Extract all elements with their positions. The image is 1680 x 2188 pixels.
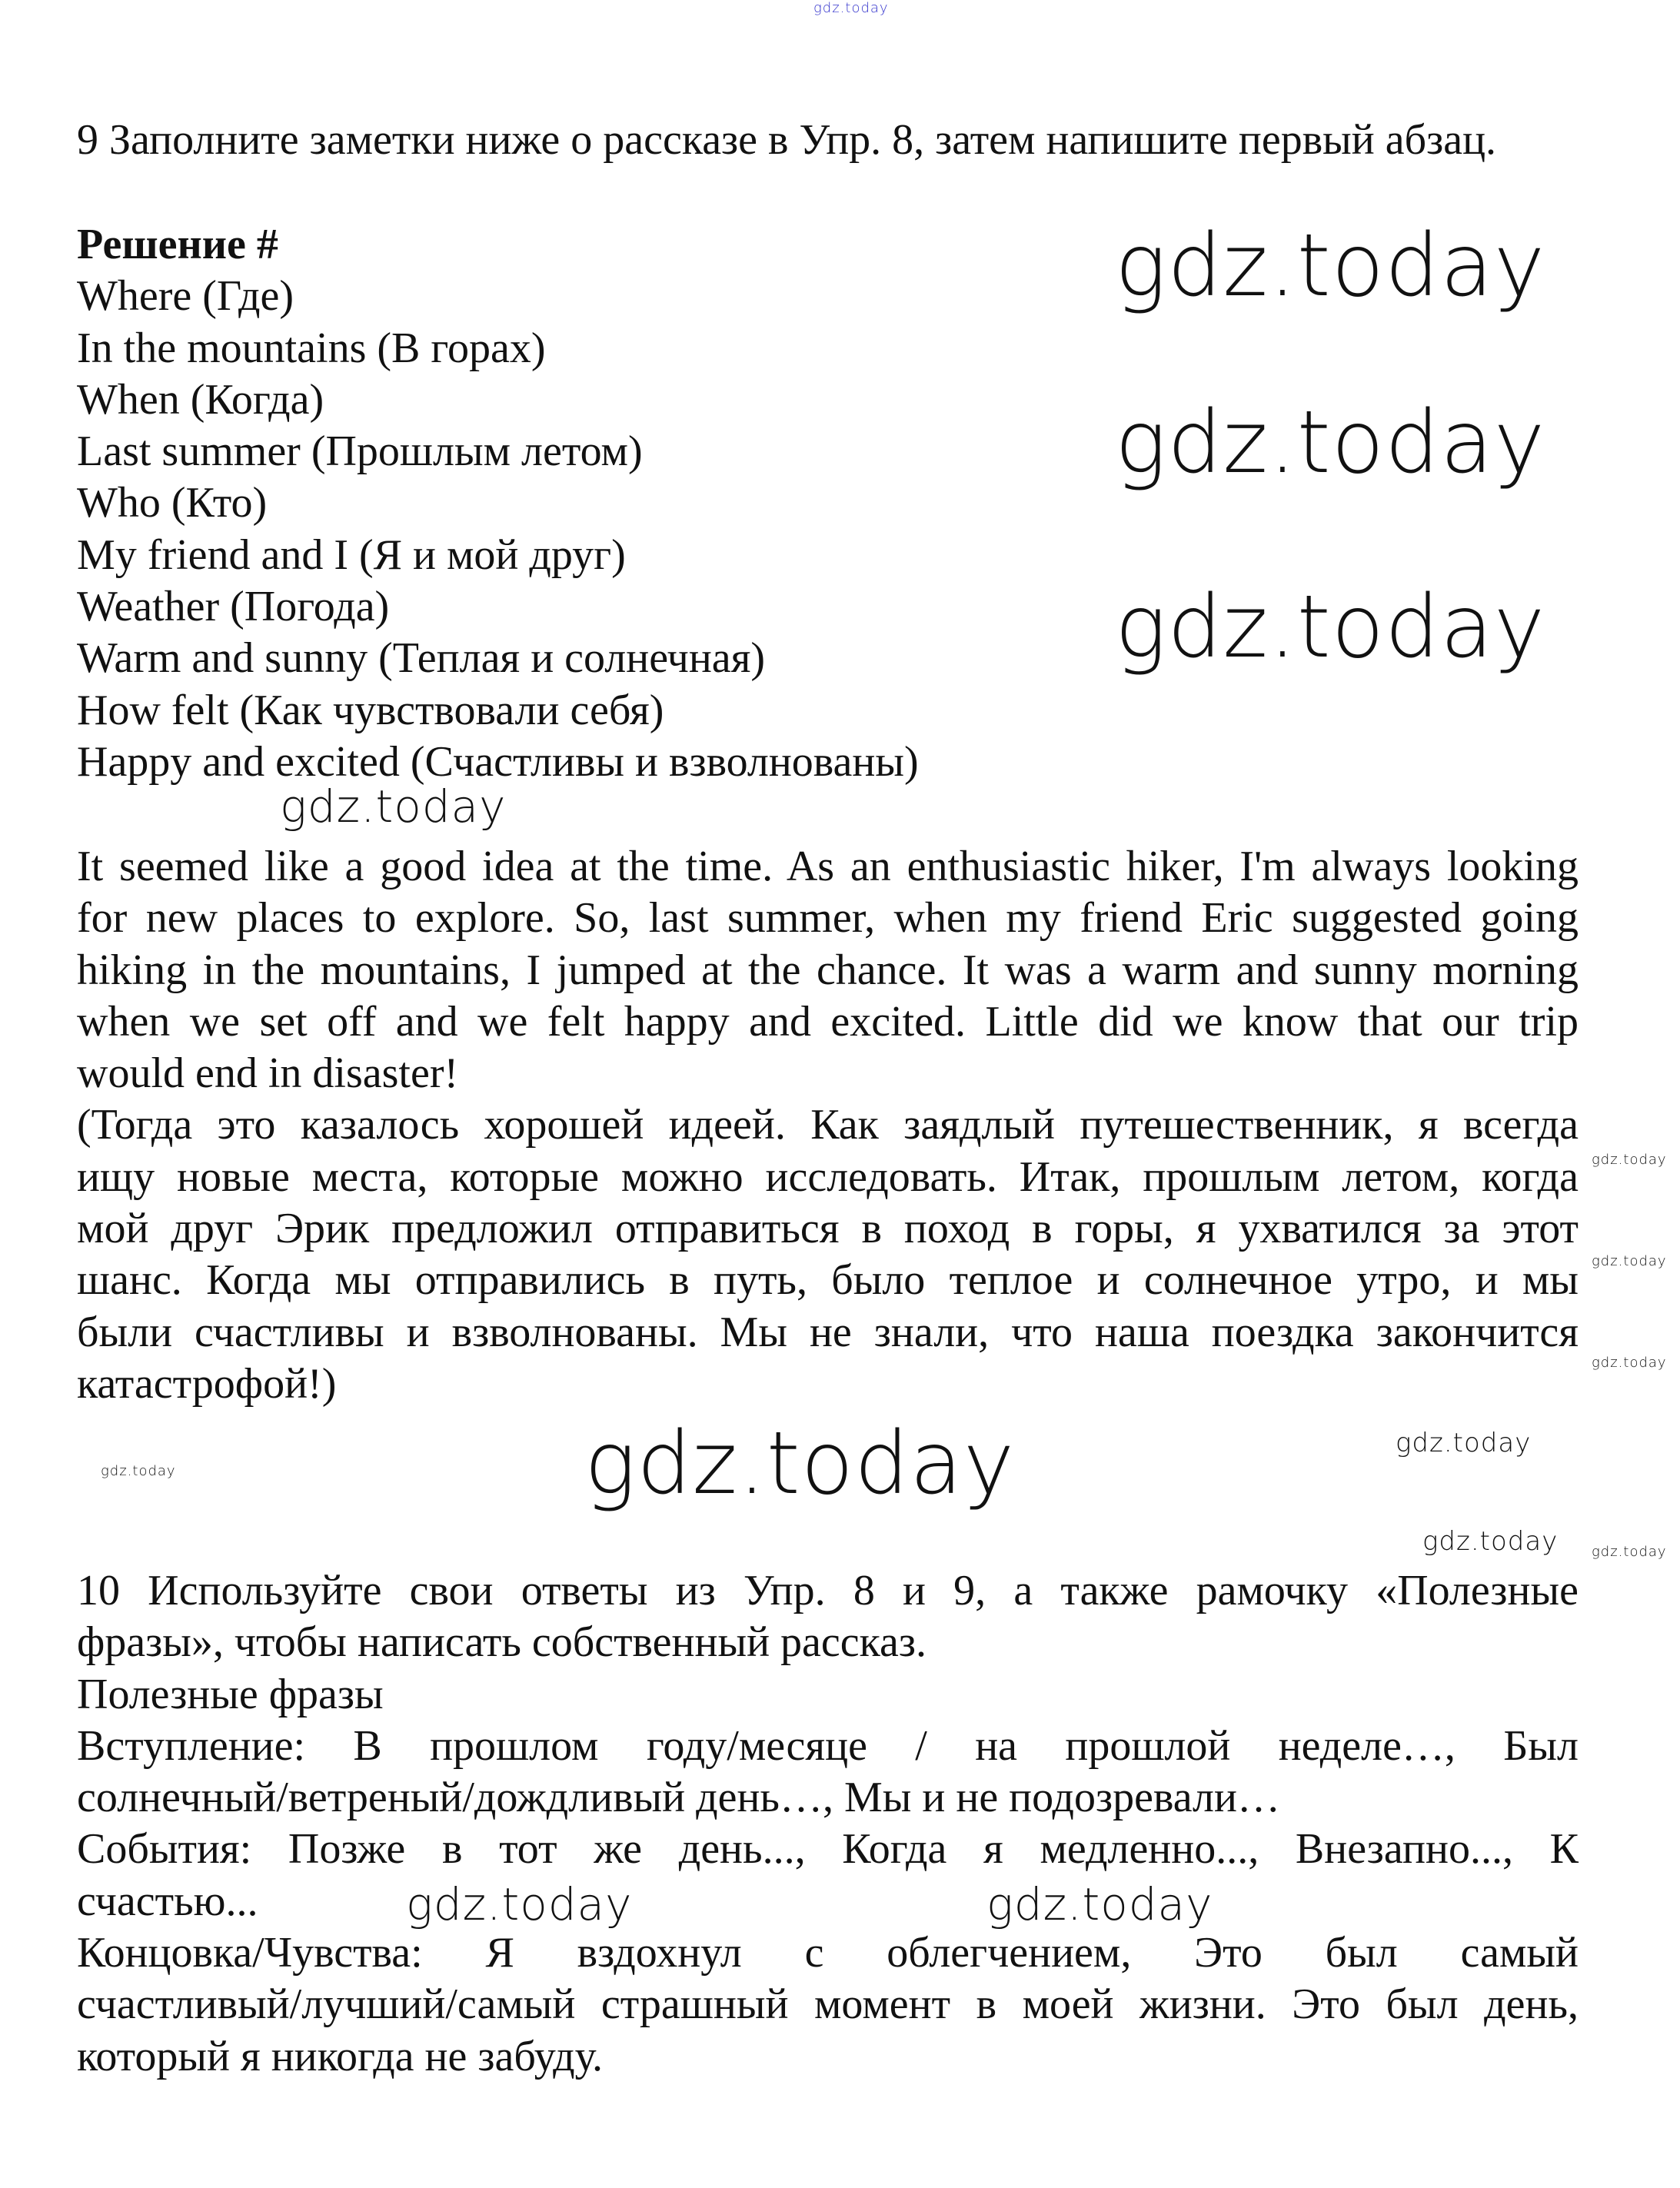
watermark: gdz.today bbox=[1396, 1428, 1532, 1458]
watermark: gdz.today bbox=[1592, 1355, 1667, 1371]
note-line bbox=[77, 323, 1579, 374]
watermark: gdz.today bbox=[1115, 577, 1546, 677]
solution-label: Решение # bbox=[77, 221, 278, 268]
paragraph-line-text: for new places to explore. So, last summer, when my friend Eric suggested going bbox=[77, 894, 1579, 943]
paragraph-line-text: были счастливы и взволнованы. Мы не знали, что наша поездка закончится bbox=[77, 1308, 1579, 1356]
note-line-text: Weather (Погода) bbox=[77, 583, 390, 631]
exercise10-line-text: счастью... bbox=[77, 1877, 258, 1925]
exercise10-line bbox=[77, 1721, 1579, 1772]
paragraph-line bbox=[77, 893, 1579, 944]
watermark: gdz.today bbox=[1422, 1526, 1559, 1557]
watermark: gdz.today bbox=[986, 1878, 1213, 1930]
note-line-text: Last summer (Прошлым летом) bbox=[77, 427, 643, 476]
exercise10-line bbox=[77, 2031, 1579, 2083]
paragraph-line-text: hiking in the mountains, I jumped at the chance. It was a warm and sunny morning bbox=[77, 946, 1579, 994]
exercise10 bbox=[77, 1565, 1579, 2083]
paragraph-line bbox=[77, 1358, 1579, 1410]
exercise10-line bbox=[77, 1927, 1579, 1979]
exercise10-line-text: счастливый/лучший/самый страшный момент в моей жизни. Это был день, bbox=[77, 1980, 1579, 2029]
note-line-text: My friend and I (Я и мой друг) bbox=[77, 530, 626, 579]
paragraph-line-text: ищу новые места, которые можно исследовать. Итак, прошлым летом, когда bbox=[77, 1152, 1579, 1201]
watermark: gdz.today bbox=[1592, 1544, 1667, 1560]
exercise10-line bbox=[77, 1617, 1579, 1668]
watermark-top: gdz.today bbox=[813, 0, 889, 16]
watermark: gdz.today bbox=[1115, 393, 1546, 493]
exercise10-line-text: Вступление: В прошлом году/месяце / на прошлой неделе…, Был bbox=[77, 1721, 1579, 1770]
paragraph-line bbox=[77, 1255, 1579, 1306]
note-line bbox=[77, 685, 1579, 737]
exercise9-heading-line bbox=[77, 115, 1579, 166]
watermark: gdz.today bbox=[406, 1878, 633, 1930]
paragraph-line-text: It seemed like a good idea at the time. As an enthusiastic hiker, I'm always looking bbox=[77, 843, 1579, 890]
paragraph-line bbox=[77, 1048, 1579, 1099]
exercise10-line-text: который я никогда не забуду. bbox=[77, 2032, 604, 2080]
exercise9-heading bbox=[77, 115, 1579, 166]
watermark: gdz.today bbox=[1592, 1152, 1667, 1168]
paragraph-line-text: (Тогда это казалось хорошей идеей. Как заядлый путешественник, я всегда bbox=[77, 1101, 1579, 1149]
watermark: gdz.today bbox=[1115, 216, 1546, 316]
exercise10-line bbox=[77, 1772, 1579, 1824]
watermark: gdz.today bbox=[101, 1463, 176, 1479]
paragraph-line bbox=[77, 945, 1579, 996]
note-line-text: Where (Где) bbox=[77, 272, 294, 321]
exercise9-heading-text: 9 Заполните заметки ниже о рассказе в Упр. 8, затем напишите первый абзац. bbox=[77, 116, 1497, 164]
watermark: gdz.today bbox=[280, 780, 507, 833]
note-line-text: How felt (Как чувствовали себя) bbox=[77, 686, 664, 734]
paragraph-line bbox=[77, 1203, 1579, 1255]
note-line bbox=[77, 530, 1579, 581]
exercise9-paragraph bbox=[77, 841, 1579, 1410]
exercise10-line-text: Концовка/Чувства: Я вздохнул с облегчением, Это был самый bbox=[77, 1929, 1579, 1977]
note-line-text: Warm and sunny (Теплая и солнечная) bbox=[77, 634, 766, 683]
paragraph-line-text: шанс. Когда мы отправились в путь, было теплое и солнечное утро, и мы bbox=[77, 1256, 1579, 1305]
note-line-text: In the mountains (В горах) bbox=[77, 324, 546, 372]
exercise10-line-text: Полезные фразы bbox=[77, 1670, 384, 1718]
exercise10-line bbox=[77, 1876, 1579, 1930]
paragraph-line-text: катастрофой!) bbox=[77, 1359, 337, 1408]
exercise10-line bbox=[77, 1565, 1579, 1617]
paragraph-line bbox=[77, 1099, 1579, 1151]
paragraph-line bbox=[77, 1152, 1579, 1203]
paragraph-line bbox=[77, 1307, 1579, 1358]
exercise10-line-text: События: Позже в тот же день..., Когда я медленно..., Внезапно..., К bbox=[77, 1825, 1579, 1874]
exercise10-line-text: солнечный/ветреный/дождливый день…, Мы и не подозревали… bbox=[77, 1774, 1280, 1822]
paragraph-line-text: when we set off and we felt happy and excited. Little did we know that our trip bbox=[77, 997, 1579, 1046]
exercise10-line bbox=[77, 1824, 1579, 1875]
paragraph-line-text: мой друг Эрик предложил отправиться в поход в горы, я ухватился за этот bbox=[77, 1205, 1579, 1253]
paragraph-line bbox=[77, 996, 1579, 1048]
exercise10-line bbox=[77, 1669, 1579, 1721]
note-line-text: When (Когда) bbox=[77, 375, 324, 424]
paragraph-line-text: would end in disaster! bbox=[77, 1049, 459, 1098]
note-line-text: Happy and excited (Счастливы и взволнованы) bbox=[77, 737, 919, 786]
exercise10-line-text: фразы», чтобы написать собственный рассказ. bbox=[77, 1618, 926, 1667]
exercise10-line bbox=[77, 1979, 1579, 2030]
exercise10-line-text: 10 Используйте свои ответы из Упр. 8 и 9, а также рамочку «Полезные bbox=[77, 1567, 1579, 1614]
note-line-text: Who (Кто) bbox=[77, 479, 268, 527]
watermark: gdz.today bbox=[584, 1414, 1016, 1514]
paragraph-line bbox=[77, 841, 1579, 893]
watermark: gdz.today bbox=[1592, 1253, 1667, 1269]
